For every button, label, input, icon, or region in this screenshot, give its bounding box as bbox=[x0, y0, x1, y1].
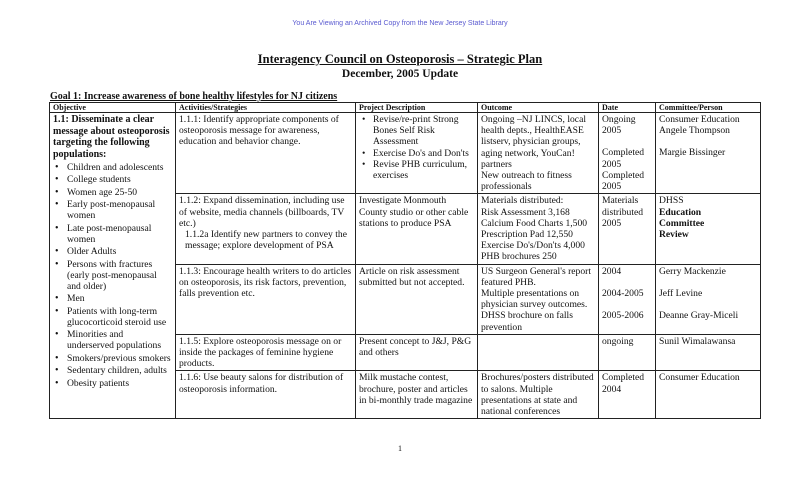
committee-text: Margie Bissinger bbox=[659, 147, 726, 159]
outcome-cell: Brochures/posters distributed to salons. Multiple presentations at state and national conferences bbox=[478, 371, 599, 419]
project-cell: Investigate Monmouth County studio or other cable stations to produce PSA bbox=[356, 194, 478, 264]
committee-text: Gerry Mackenzie bbox=[659, 265, 726, 277]
date-text: 2005-2006 bbox=[602, 310, 644, 322]
committee-cell: Consumer Education bbox=[656, 371, 761, 419]
objective-cell bbox=[50, 113, 176, 419]
list-item: • College students bbox=[53, 174, 172, 185]
list-item: • Women age 25-50 bbox=[53, 187, 172, 198]
date-text: 2005 bbox=[602, 217, 622, 229]
table-header-row bbox=[50, 103, 761, 113]
date-text: Ongoing bbox=[602, 114, 636, 125]
committee-text: Deanne Gray-Miceli bbox=[659, 310, 739, 322]
outcome-cell bbox=[478, 264, 599, 334]
list-item: • Exercise Do's and Don'ts bbox=[359, 148, 474, 159]
activity-cell: 1.1.3: Encourage health writers to do articles on osteoporosis, its risk factors, prevention, falls prevention etc. bbox=[176, 264, 356, 334]
list-item: • Children and adolescents bbox=[53, 162, 172, 173]
outcome-text: Prescription Pad 12,550 bbox=[481, 229, 573, 241]
objective-heading: 1.1: Disseminate a clear message about osteoporosis targeting the following populations: bbox=[53, 114, 170, 160]
header-project: Project Description bbox=[356, 103, 478, 113]
committee-text: DHSS bbox=[659, 195, 684, 207]
list-item: • Revise/re-print Strong Bones Self Risk Assessment bbox=[359, 114, 474, 148]
date-cell bbox=[599, 264, 656, 334]
date-text: Completed bbox=[602, 169, 645, 181]
table-row bbox=[50, 113, 761, 194]
committee-text: Review bbox=[659, 229, 689, 241]
list-item: • Persons with fractures (early post-menopausal and older) bbox=[53, 259, 172, 292]
outcome-text: Exercise Do's/Don'ts 4,000 bbox=[481, 240, 585, 252]
outcome-text: Calcium Food Charts 1,500 bbox=[481, 217, 588, 229]
header-objective: Objective bbox=[50, 103, 176, 113]
strategic-plan-table bbox=[49, 102, 761, 419]
activity-cell: 1.1.1: Identify appropriate components of osteoporosis message for awareness, education and behavior change. bbox=[176, 113, 356, 194]
outcome-text: Risk Assessment 3,168 bbox=[481, 206, 570, 218]
activity-cell: 1.1.6: Use beauty salons for distribution of osteoporosis information. bbox=[176, 371, 356, 419]
list-item: • Men bbox=[53, 293, 172, 304]
project-cell bbox=[356, 113, 478, 194]
committee-text: Committee bbox=[659, 217, 705, 229]
list-item: • Early post-menopausal women bbox=[53, 199, 172, 221]
project-cell: Present concept to J&J, P&G and others bbox=[356, 334, 478, 371]
date-text: 2004-2005 bbox=[602, 287, 644, 299]
outcome-text: PHB brochures 250 bbox=[481, 251, 557, 263]
list-item: • Patients with long-term glucocorticoid steroid use bbox=[53, 306, 172, 328]
document-title: Interagency Council on Osteoporosis – Strategic Plan bbox=[257, 52, 543, 66]
header-activities: Activities/Strategies bbox=[176, 103, 356, 113]
committee-text: Education bbox=[659, 206, 702, 218]
outcome-cell bbox=[478, 113, 599, 194]
list-item: • Revise PHB curriculum, exercises bbox=[359, 159, 474, 181]
outcome-text: Multiple presentations on physician survey outcomes. bbox=[481, 288, 588, 311]
activity-cell: 1.1.5: Explore osteoporosis message on or inside the packages of feminine hygiene products. bbox=[176, 334, 356, 371]
outcome-text: New outreach to fitness professionals bbox=[481, 170, 572, 193]
activity-text: 1.1.2: Expand dissemination, including use of website, media channels (billboards, TV etc.) bbox=[179, 195, 345, 229]
archive-banner: You Are Viewing an Archived Copy from the New Jersey State Library bbox=[292, 20, 508, 27]
list-item: • Older Adults bbox=[53, 246, 172, 257]
project-cell: Milk mustache contest, brochure, poster and articles in bi-monthly trade magazine bbox=[356, 371, 478, 419]
document-subtitle: December, 2005 Update bbox=[341, 68, 459, 80]
committee-cell bbox=[656, 194, 761, 264]
date-text: 2004 bbox=[602, 265, 622, 277]
outcome-cell bbox=[478, 334, 599, 371]
outcome-text: DHSS brochure on falls prevention bbox=[481, 310, 573, 333]
outcome-text: US Surgeon General's report featured PHB. bbox=[481, 265, 591, 288]
committee-text: Consumer Education bbox=[659, 114, 740, 125]
page-number: 1 bbox=[398, 444, 402, 453]
outcome-cell bbox=[478, 194, 599, 264]
project-cell: Article on risk assessment submitted but not accepted. bbox=[356, 264, 478, 334]
date-text: 2005 bbox=[602, 181, 622, 193]
date-cell: Completed 2004 bbox=[599, 371, 656, 419]
committee-cell bbox=[656, 113, 761, 194]
list-item: • Late post-menopausal women bbox=[53, 223, 172, 245]
goal-heading: Goal 1: Increase awareness of bone healthy lifestyles for NJ citizens bbox=[50, 91, 338, 102]
date-text: distributed bbox=[602, 206, 644, 218]
outcome-text: Ongoing –NJ LINCS, local health depts., HealthEASE listserv, physician groups, aging network, YouCan! partners bbox=[481, 114, 586, 170]
activity-text: 1.1.2a Identify new partners to convey the message; explore development of PSA bbox=[185, 229, 347, 252]
header-outcome: Outcome bbox=[478, 103, 599, 113]
activity-cell bbox=[176, 194, 356, 264]
committee-text: Jeff Levine bbox=[659, 287, 703, 299]
date-cell: ongoing bbox=[599, 334, 656, 371]
list-item: • Smokers/previous smokers bbox=[53, 353, 172, 364]
date-cell bbox=[599, 113, 656, 194]
outcome-text: Materials distributed: bbox=[481, 195, 564, 207]
header-date: Date bbox=[599, 103, 656, 113]
header-committee: Committee/Person bbox=[656, 103, 761, 113]
date-text: Completed bbox=[602, 147, 645, 159]
committee-text: Angele Thompson bbox=[659, 125, 730, 137]
committee-cell bbox=[656, 264, 761, 334]
population-list bbox=[53, 162, 172, 389]
list-item: • Minorities and underserved populations bbox=[53, 329, 172, 351]
list-item: • Sedentary children, adults bbox=[53, 365, 172, 376]
list-item: • Obesity patients bbox=[53, 378, 172, 389]
date-text: 2005 bbox=[602, 125, 622, 137]
committee-cell: Sunil Wimalawansa bbox=[656, 334, 761, 371]
date-text: 2005 bbox=[602, 158, 622, 170]
date-cell bbox=[599, 194, 656, 264]
date-text: Materials bbox=[602, 195, 639, 207]
